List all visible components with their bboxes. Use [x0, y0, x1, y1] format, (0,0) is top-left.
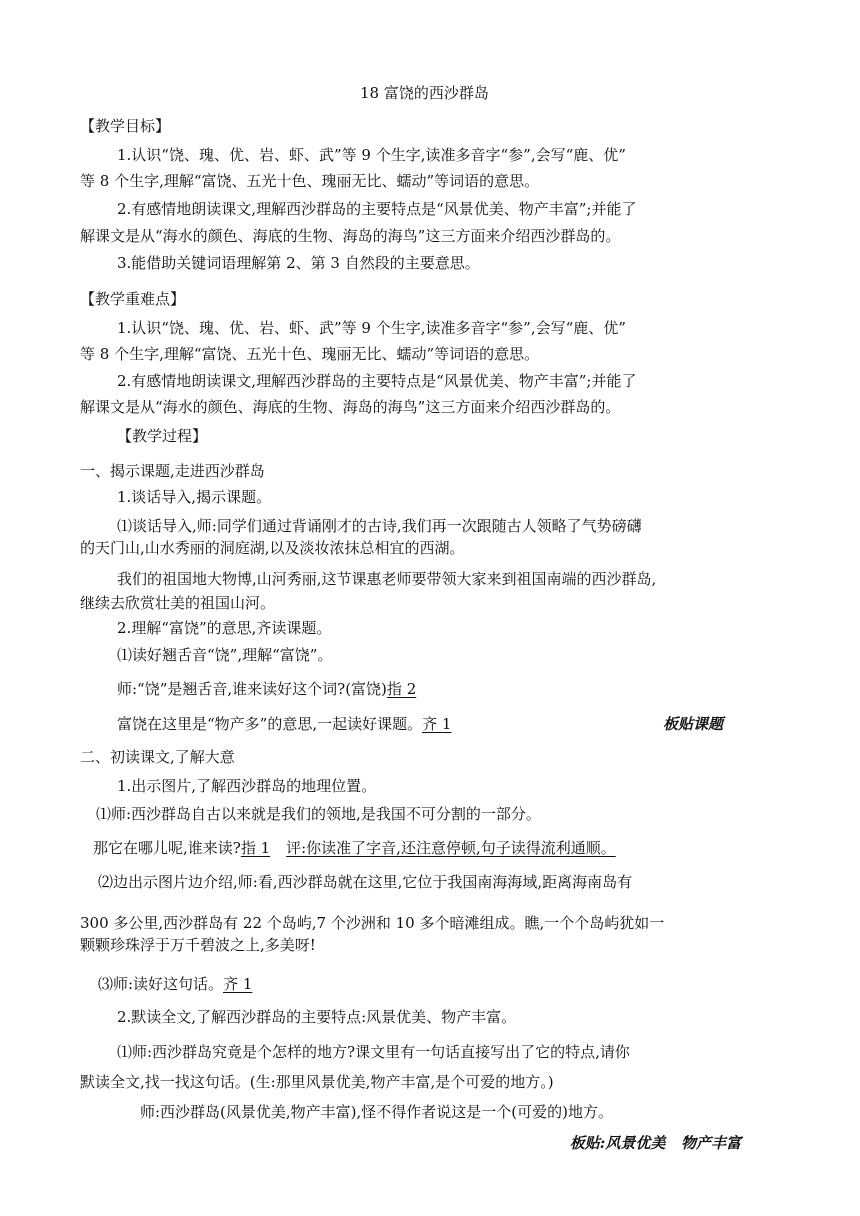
section-2-para-2-text: 那它在哪儿呢,谁来读? — [93, 839, 241, 857]
section-2-step-1: 1.出示图片,了解西沙群岛的地理位置。 — [117, 777, 377, 795]
key-point-2-line-2: 解课文是从“海水的颜色、海底的生物、海岛的海鸟”这三方面来介绍西沙群岛的。 — [80, 398, 621, 416]
section-2-para-5-line-1: ⑴师:西沙群岛究竟是个怎样的地方?课文里有一句话直接写出了它的特点,请你 — [117, 1043, 630, 1061]
board-note-1: 板贴课题 — [663, 715, 724, 733]
key-points-heading: 【教学重难点】 — [80, 290, 186, 308]
section-1-title: 一、揭示课题,走进西沙群岛 — [80, 462, 265, 480]
section-2-para-4 — [98, 974, 252, 994]
section-2-para-5-line-2: 默读全文,找一找这句话。(生:那里风景优美,物产丰富,是个可爱的地方。) — [80, 1073, 554, 1091]
section-2-para-2-mark: 指 1 — [240, 839, 271, 857]
section-1-para-2-line-2: 继续去欣赏壮美的祖国山河。 — [80, 594, 276, 612]
section-2-para-2-comment: 评:你读准了字音,还注意停顿,句子读得流利通顺。 — [286, 839, 616, 857]
section-2-para-3-line-2: 300 多公里,西沙群岛有 22 个岛屿,7 个沙洲和 10 多个暗滩组成。瞧,一个个岛屿犹如一 — [80, 914, 665, 932]
section-1-para-4-mark: 指 2 — [386, 680, 417, 698]
section-2-para-6: 师:西沙群岛(风景优美,物产丰富),怪不得作者说这是一个(可爱的)地方。 — [140, 1103, 614, 1121]
section-2-para-3-line-3: 颗颗珍珠浮于万千碧波之上,多美呀! — [80, 936, 316, 954]
section-1-para-1-line-2: 的天门山,山水秀丽的洞庭湖,以及淡妆浓抹总相宜的西湖。 — [80, 539, 465, 557]
page-title: 18 富饶的西沙群岛 — [360, 84, 489, 102]
section-2-para-4-text: ⑶师:读好这句话。 — [98, 975, 224, 993]
goals-heading: 【教学目标】 — [80, 117, 171, 135]
section-2-title: 二、初读课文,了解大意 — [80, 748, 235, 766]
section-1-para-1-line-1: ⑴谈话导入,师:同学们通过背诵刚才的古诗,我们再一次跟随古人领略了气势磅礴 — [117, 517, 642, 535]
goal-3: 3.能借助关键词语理解第 2、第 3 自然段的主要意思。 — [117, 254, 480, 272]
section-2-step-2: 2.默读全文,了解西沙群岛的主要特点:风景优美、物产丰富。 — [117, 1008, 517, 1026]
key-point-1-line-2: 等 8 个生字,理解“富饶、五光十色、瑰丽无比、蠕动”等词语的意思。 — [80, 345, 540, 363]
goal-2-line-2: 解课文是从“海水的颜色、海底的生物、海岛的海鸟”这三方面来介绍西沙群岛的。 — [80, 227, 621, 245]
section-1-para-5-mark: 齐 1 — [422, 715, 452, 733]
section-2-para-4-mark: 齐 1 — [223, 975, 253, 993]
section-2-para-2 — [93, 838, 616, 858]
goal-2-line-1: 2.有感情地朗读课文,理解西沙群岛的主要特点是“风景优美、物产丰富”;并能了 — [117, 200, 637, 218]
goal-1-line-1: 1.认识“饶、瑰、优、岩、虾、武”等 9 个生字,读准多音字“参”,会写“鹿、优” — [117, 146, 626, 164]
key-point-1-line-1: 1.认识“饶、瑰、优、岩、虾、武”等 9 个生字,读准多音字“参”,会写“鹿、优” — [117, 319, 626, 337]
process-heading: 【教学过程】 — [117, 427, 208, 445]
board-note-2: 板贴:风景优美 物产丰富 — [569, 1134, 741, 1152]
section-2-para-3-line-1: ⑵边出示图片边介绍,师:看,西沙群岛就在这里,它位于我国南海海域,距离海南岛有 — [98, 873, 633, 891]
section-1-para-2-line-1: 我们的祖国地大物博,山河秀丽,这节课惠老师要带领大家来到祖国南端的西沙群岛, — [117, 570, 657, 588]
goal-1-line-2: 等 8 个生字,理解“富饶、五光十色、瑰丽无比、蠕动”等词语的意思。 — [80, 172, 540, 190]
section-1-para-4-text: 师:“饶”是翘舌音,谁来读好这个词?(富饶) — [117, 680, 387, 698]
section-2-para-1: ⑴师:西沙群岛自古以来就是我们的领地,是我国不可分割的一部分。 — [96, 805, 541, 823]
section-1-para-4 — [117, 679, 416, 699]
section-1-para-3: ⑴读好翘舌音“饶”,理解“富饶”。 — [117, 646, 333, 664]
section-1-step-1: 1.谈话导入,揭示课题。 — [117, 488, 272, 506]
section-1-para-5 — [117, 714, 451, 734]
section-1-para-5-text: 富饶在这里是“物产多”的意思,一起读好课题。 — [117, 715, 423, 733]
key-point-2-line-1: 2.有感情地朗读课文,理解西沙群岛的主要特点是“风景优美、物产丰富”;并能了 — [117, 372, 637, 390]
section-1-step-2: 2.理解“富饶”的意思,齐读课题。 — [117, 619, 332, 637]
